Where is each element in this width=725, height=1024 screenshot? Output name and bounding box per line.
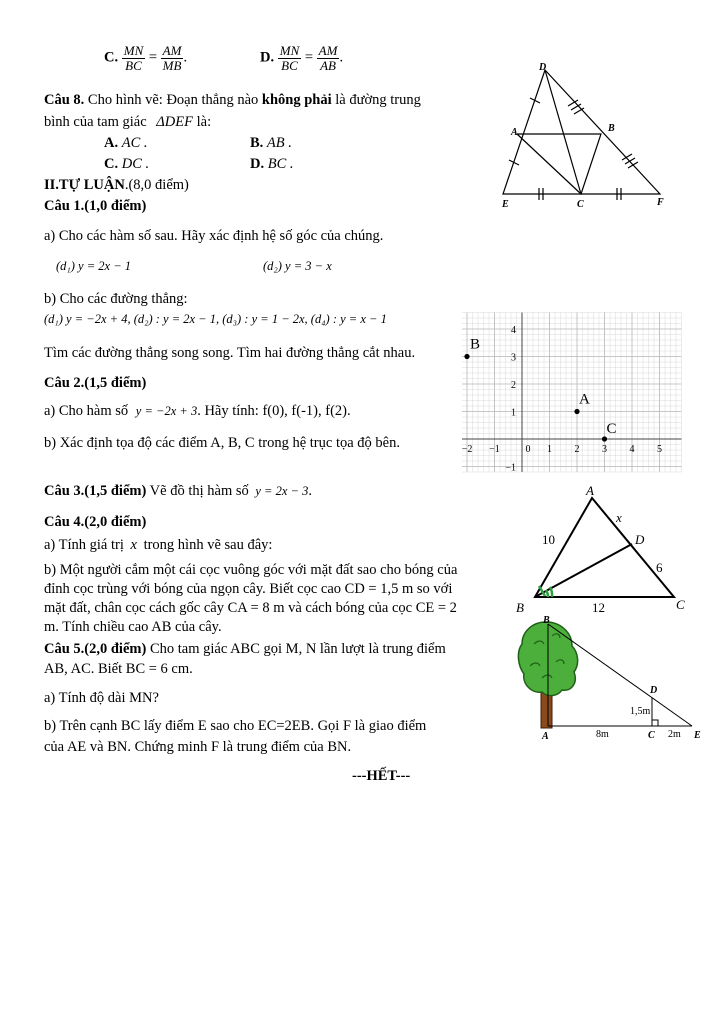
q8-text: là: [193, 114, 212, 130]
label-d: D [539, 62, 547, 73]
label-side-12: 12 [592, 600, 605, 615]
c5-b1: b) Trên cạnh BC lấy điểm E sao cho EC=2EB. Gọi F là giao điểm [44, 718, 427, 734]
end-marker: ---HẾT--- [352, 768, 411, 784]
c2-b: b) Xác định tọa độ các điểm A, B, C trong hệ trục tọa độ bên. [44, 435, 400, 451]
section-heading: II.TỰ LUẬN [44, 177, 125, 193]
c3 [44, 483, 312, 500]
right-angle [652, 720, 658, 726]
triangle-name: ΔDEF [156, 114, 193, 130]
c1-f1: (d₁) y = 2x − 1 [56, 259, 132, 273]
label-b: B [516, 600, 524, 615]
x-tick-label: 5 [657, 444, 662, 455]
label-side-6: 6 [656, 560, 663, 575]
fraction [317, 44, 340, 72]
triangle-def [503, 70, 660, 194]
equals: = [148, 49, 158, 66]
c2-a-text: . Hãy tính: f(0), f(-1), f(2). [197, 403, 351, 419]
opt-value: AC . [121, 135, 148, 151]
numerator: MN [123, 43, 144, 58]
x-tick-label: 3 [602, 444, 607, 455]
triangle-def-figure [495, 58, 675, 210]
label-c: C [648, 730, 655, 741]
c1-title: Câu 1.(1,0 điểm) [44, 198, 147, 214]
triangle-abc-figure [510, 482, 692, 616]
q8-option-a [104, 135, 148, 152]
coordinate-plane [462, 306, 684, 476]
label-d: D [635, 532, 645, 547]
option-d-label: D. [260, 49, 275, 66]
c3-function: y = 2x − 3 [255, 484, 309, 498]
c4-b-line: b) Một người cắm một cái cọc vuông góc với mặt đất sao cho bóng của [44, 562, 458, 578]
label-c: C [577, 199, 584, 210]
c2-title: Câu 2.(1,5 điểm) [44, 375, 147, 391]
q8-line1 [44, 92, 421, 109]
label-b: B [543, 615, 550, 626]
c4-a-text: trong hình vẽ sau đây: [143, 537, 273, 553]
section-title [44, 177, 189, 194]
c4-b-line: đỉnh cọc trùng với bóng của ngọn cây. Biết cọc cao CD = 1,5 m so với [44, 581, 453, 597]
label-e: E [694, 730, 701, 741]
tree-shadow-figure [512, 614, 712, 744]
opt-value: DC . [121, 156, 150, 172]
fraction [122, 44, 146, 72]
angle-mark [546, 590, 548, 597]
c5-line2: AB, AC. Biết BC = 6 cm. [44, 661, 193, 677]
label-ce: 2m [668, 729, 681, 740]
c5-text: Cho tam giác ABC gọi M, N lần lượt là trung điểm [146, 641, 446, 657]
y-tick-label: 3 [511, 352, 516, 364]
c5-line1 [44, 641, 446, 658]
c4-var: x [130, 537, 137, 553]
label-x: x [616, 510, 622, 525]
q8-label: Câu 8. [44, 92, 85, 108]
c4-b-line: m. Tính chiều cao AB của cây. [44, 619, 222, 635]
c3-title: Câu 3.(1,5 điểm) [44, 483, 147, 499]
denominator: AB [320, 57, 336, 73]
label-a: A [542, 731, 549, 742]
x-tick-label: −1 [489, 444, 500, 455]
option-d-row [260, 44, 343, 72]
x-tick-label: 1 [547, 444, 552, 455]
opt-label: D. [250, 156, 265, 172]
y-tick-label: −1 [505, 462, 516, 474]
angle-mark [550, 587, 552, 597]
point-label-a: A [579, 391, 590, 408]
q8-text: bình của tam giác [44, 114, 147, 130]
c3-text: Vẽ đồ thị hàm số [146, 483, 249, 499]
c2-a-text: a) Cho hàm số [44, 403, 129, 419]
label-a: A [511, 127, 518, 138]
midsegments [517, 134, 601, 194]
opt-value: AB . [266, 135, 292, 151]
fraction [161, 44, 184, 72]
opt-label: C. [104, 156, 119, 172]
y-tick-label: 1 [511, 407, 516, 419]
opt-label: A. [104, 135, 119, 151]
y-tick-label: 4 [511, 325, 516, 336]
q8-bold: không phải [261, 92, 332, 108]
c1-b: b) Cho các đường thẳng: [44, 291, 188, 307]
q8-line2 [44, 114, 211, 131]
y-tick-label: 2 [511, 380, 516, 391]
triangle-abc [535, 498, 674, 597]
q8-option-d [250, 156, 294, 173]
q8-text: là đường trung [331, 92, 421, 108]
c2-a [44, 403, 351, 420]
x-tick-label: 4 [629, 444, 635, 455]
c1-f2: (d₂) y = 3 − x [263, 259, 332, 273]
label-f: F [657, 197, 664, 208]
opt-value: BC . [267, 156, 294, 172]
x-tick-label: 2 [574, 444, 580, 455]
c4-title: Câu 4.(2,0 điểm) [44, 514, 147, 530]
c1-a: a) Cho các hàm số sau. Hãy xác định hệ số góc của chúng. [44, 228, 384, 244]
c2-function: y = −2x + 3 [135, 404, 198, 418]
q8-option-c [104, 156, 149, 173]
option-c-row [104, 44, 187, 72]
point-label-b: B [470, 336, 481, 353]
point-b [464, 354, 469, 359]
equals: = [304, 49, 314, 66]
denominator: BC [125, 57, 142, 73]
period: . [183, 49, 188, 66]
label-a: A [586, 483, 594, 498]
c4-a [44, 537, 272, 554]
point-a [574, 409, 579, 414]
label-e: E [502, 199, 509, 210]
c4-b-line: mặt đất, chân cọc cách gốc cây CA = 8 m và cách bóng của cọc CE = 2 [44, 600, 457, 616]
numerator: MN [279, 43, 300, 58]
label-c: C [676, 597, 685, 612]
c5-title: Câu 5.(2,0 điểm) [44, 641, 147, 657]
label-d: D [650, 685, 658, 696]
x-tick-label: 0 [525, 444, 531, 455]
label-pole-height: 1,5m [630, 706, 651, 717]
numerator: AM [318, 43, 338, 58]
label-b: B [608, 123, 615, 134]
c4-a-text: a) Tính giá trị [44, 537, 124, 553]
point-label-c: C [606, 421, 617, 437]
c3-end: . [308, 483, 312, 499]
period: . [339, 49, 344, 66]
double-tick-marks [539, 100, 638, 200]
x-tick-label: −2 [462, 444, 473, 455]
section-points: .(8,0 điểm) [124, 177, 189, 193]
option-c-label: C. [104, 49, 119, 66]
denominator: MB [162, 57, 182, 73]
label-ca: 8m [596, 729, 609, 740]
c1-lines: (d₁) y = −2x + 4, (d₂) : y = 2x − 1, (d₃) : y = 1 − 2x, (d₄) : y = x − 1 [44, 312, 387, 326]
label-side-10: 10 [542, 532, 555, 547]
c5-a: a) Tính độ dài MN? [44, 690, 159, 706]
c4-b [44, 561, 457, 637]
q8-option-b [250, 135, 292, 152]
fraction [278, 44, 302, 72]
c5-b2: của AE và BN. Chứng minh F là trung điểm của BN. [44, 739, 352, 755]
denominator: BC [281, 57, 298, 73]
point-c [602, 436, 607, 441]
opt-label: B. [250, 135, 264, 151]
numerator: AM [162, 43, 182, 58]
c1-task: Tìm các đường thẳng song song. Tìm hai đường thẳng cắt nhau. [44, 345, 416, 361]
q8-text: Cho hình vẽ: Đoạn thẳng nào [84, 92, 262, 108]
